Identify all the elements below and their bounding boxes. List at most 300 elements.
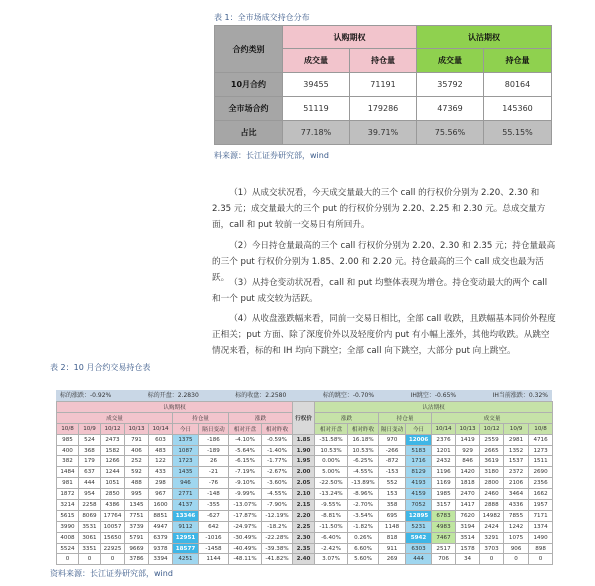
put-cell: 4716 — [529, 434, 553, 445]
call-cell: -1016 — [199, 532, 229, 543]
call-cell: 637 — [79, 467, 101, 478]
group-header-put: 认沽期权 — [417, 26, 552, 49]
call-cell: 9112 — [173, 521, 199, 532]
call-cell: 1582 — [101, 445, 125, 456]
call-group-change: 涨跌 — [229, 412, 293, 423]
put-cell: 846 — [456, 456, 480, 467]
put-cell: -8.81% — [315, 510, 348, 521]
put-cell: 6.60% — [348, 543, 379, 554]
put-cell: 358 — [379, 500, 406, 511]
call-cell: -17.87% — [229, 510, 262, 521]
put-cell: 4159 — [406, 489, 432, 500]
call-cell: 1872 — [57, 489, 79, 500]
call-col-header: 相对昨收 — [262, 423, 293, 434]
call-cell: 1051 — [101, 478, 125, 489]
call-cell: 400 — [57, 445, 79, 456]
put-cell: 1985 — [432, 489, 456, 500]
sub-header-put-volume: 成交量 — [417, 49, 484, 73]
call-cell: 22925 — [101, 543, 125, 554]
call-cell: 433 — [149, 467, 173, 478]
put-cell: -13.24% — [315, 489, 348, 500]
call-cell: -13.07% — [229, 500, 262, 511]
put-cell: 269 — [379, 554, 406, 565]
put-col-header: 今日 — [406, 423, 432, 434]
put-cell: -1.82% — [348, 521, 379, 532]
row-label: 占比 — [215, 121, 283, 145]
put-cell: 906 — [504, 543, 529, 554]
put-cell: 1242 — [504, 521, 529, 532]
call-cell: 488 — [125, 478, 149, 489]
put-cell: 970 — [379, 434, 406, 445]
call-cell: -2.67% — [262, 467, 293, 478]
call-cell: -0.59% — [262, 434, 293, 445]
call-cell: 995 — [125, 489, 149, 500]
call-cell: 4137 — [173, 500, 199, 511]
call-cell: 1266 — [101, 456, 125, 467]
row-label: 全市场合约 — [215, 97, 283, 121]
put-cell: 0.26% — [348, 532, 379, 543]
put-cell: -8.96% — [348, 489, 379, 500]
put-cell: 0 — [480, 554, 504, 565]
call-cell: 5524 — [57, 543, 79, 554]
put-cell: 1490 — [529, 532, 553, 543]
table-cell: 35792 — [417, 73, 484, 97]
strike-cell: 2.00 — [293, 467, 315, 478]
call-col-header: 10/9 — [79, 423, 101, 434]
put-cell: -13.89% — [348, 478, 379, 489]
call-cell: 8851 — [149, 510, 173, 521]
put-cell: 1273 — [529, 445, 553, 456]
put-cell: 929 — [456, 445, 480, 456]
table-row — [57, 434, 553, 445]
put-cell: 2424 — [480, 521, 504, 532]
put-cell: 0 — [504, 554, 529, 565]
put-cell: -153 — [379, 467, 406, 478]
call-cell: 7751 — [125, 510, 149, 521]
put-col-header: 10/9 — [504, 423, 529, 434]
put-cell: 10.53% — [315, 445, 348, 456]
call-cell: 0 — [79, 554, 101, 565]
put-cell: 7855 — [504, 510, 529, 521]
put-cell: 5942 — [406, 532, 432, 543]
row-label: 10月合约 — [215, 73, 283, 97]
put-cell: -2.70% — [348, 500, 379, 511]
put-cell: -872 — [379, 456, 406, 467]
call-cell: 179 — [79, 456, 101, 467]
put-col-header: 10/12 — [480, 423, 504, 434]
call-cell: -1.40% — [262, 445, 293, 456]
put-cell: 2690 — [529, 467, 553, 478]
strike-cell: 2.25 — [293, 521, 315, 532]
call-cell: 1723 — [173, 456, 199, 467]
october-contract-table — [56, 401, 553, 565]
call-cell: 791 — [125, 434, 149, 445]
call-cell: -189 — [199, 445, 229, 456]
table-row — [57, 445, 553, 456]
put-cell: 706 — [432, 554, 456, 565]
put-cell: 1511 — [529, 456, 553, 467]
put-cell: 14982 — [480, 510, 504, 521]
strike-cell: 2.30 — [293, 532, 315, 543]
call-cell: -76 — [199, 478, 229, 489]
analysis-paragraph-1: （1）从成交状况看，今天成交量最大的三个 call 的行权价分别为 2.20、2.30 和 2.35 元；成交量最大的三个 put 的行权价分别为 2.20、2.25 和 2.30 元。总成交量方面，call 和 put 较前一交易日有所回升。 — [212, 188, 546, 230]
summary-underlying-open: 标的开盘：2.2830 — [147, 392, 199, 399]
call-col-header: 今日 — [173, 423, 199, 434]
summary-underlying-change: 标的涨跌：-0.92% — [60, 392, 112, 399]
call-cell: 592 — [125, 467, 149, 478]
put-cell: 1957 — [529, 500, 553, 511]
call-cell: 26 — [199, 456, 229, 467]
call-cell: 985 — [57, 434, 79, 445]
call-cell: 444 — [79, 478, 101, 489]
put-cell: 5183 — [406, 445, 432, 456]
call-cell: 368 — [79, 445, 101, 456]
call-cell: 1144 — [199, 554, 229, 565]
call-cell: 12951 — [173, 532, 199, 543]
strike-cell: 1.90 — [293, 445, 315, 456]
put-cell: 10.53% — [348, 445, 379, 456]
sub-header-put-oi: 持仓量 — [484, 49, 552, 73]
put-col-header: 10/8 — [529, 423, 553, 434]
put-options-title: 认沽期权 — [315, 402, 553, 413]
put-cell: 1662 — [529, 489, 553, 500]
group-header-call: 认购期权 — [283, 26, 417, 49]
call-cell: 13346 — [173, 510, 199, 521]
analysis-paragraph-2: （2）今日持仓量最高的三个 call 行权价分别为 2.20、2.30 和 2.35 元；持仓量最高的三个 put 行权价分别为 1.85、2.00 和 2.20 元。持仓最高的三个 call 成交也最为活跃。 — [212, 241, 556, 283]
put-cell: -9.55% — [315, 500, 348, 511]
call-cell: 4386 — [101, 500, 125, 511]
put-cell: 3.07% — [315, 554, 348, 565]
call-col-header: 10/12 — [101, 423, 125, 434]
put-cell: 2517 — [432, 543, 456, 554]
summary-underlying-gap: 标的跳空：-0.70% — [322, 392, 375, 399]
put-cell: 1169 — [432, 478, 456, 489]
put-cell: 5.60% — [348, 554, 379, 565]
call-col-header: 10/13 — [125, 423, 149, 434]
call-cell: -355 — [199, 500, 229, 511]
call-cell: 252 — [125, 456, 149, 467]
put-cell: 2372 — [504, 467, 529, 478]
table-cell: 47369 — [417, 97, 484, 121]
put-col-header: 10/13 — [456, 423, 480, 434]
put-cell: 2665 — [480, 445, 504, 456]
call-cell: 981 — [57, 478, 79, 489]
analysis-paragraph-4: （4）从收盘涨跌幅来看，同前一交易日相比，全部 call 收跌，且跌幅基本同价外程度正相关；put 方面、除了深度价外以及轻度价内 put 有小幅上涨外，其他均收跌。从跳空情况来看，标的和 IH 均向下跳空；全部 call 向下跳空，大部分 put 向上跳空。 — [212, 314, 556, 356]
put-cell: 1818 — [456, 478, 480, 489]
table-cell: 55.15% — [484, 121, 552, 145]
table-row — [57, 510, 553, 521]
put-cell: 552 — [379, 478, 406, 489]
put-cell: 2356 — [529, 478, 553, 489]
call-cell: 3214 — [57, 500, 79, 511]
put-cell: 5231 — [406, 521, 432, 532]
call-cell: 1484 — [57, 467, 79, 478]
put-cell: 3291 — [480, 532, 504, 543]
put-cell: 7467 — [432, 532, 456, 543]
put-cell: 1075 — [504, 532, 529, 543]
put-group-volume: 成交量 — [432, 412, 553, 423]
strike-cell: 2.05 — [293, 478, 315, 489]
call-cell: 18577 — [173, 543, 199, 554]
put-cell: 34 — [456, 554, 480, 565]
put-cell: -3.54% — [348, 510, 379, 521]
put-cell: -31.58% — [315, 434, 348, 445]
table-row — [57, 521, 553, 532]
put-cell: 3194 — [456, 521, 480, 532]
call-cell: 4947 — [149, 521, 173, 532]
table-cell: 179286 — [350, 97, 417, 121]
strike-cell: 2.20 — [293, 510, 315, 521]
call-cell: -39.38% — [262, 543, 293, 554]
table2-source: 资料来源：长江证券研究部，wind — [50, 569, 173, 578]
put-col-header: 10/14 — [432, 423, 456, 434]
put-cell: 12006 — [406, 434, 432, 445]
put-cell: 7052 — [406, 500, 432, 511]
table-cell: 39.71% — [350, 121, 417, 145]
call-cell: 298 — [149, 478, 173, 489]
call-cell: 406 — [125, 445, 149, 456]
table-cell: 75.56% — [417, 121, 484, 145]
put-col-header: 相对昨收 — [348, 423, 379, 434]
call-cell: -24.97% — [229, 521, 262, 532]
put-cell: 898 — [529, 543, 553, 554]
call-cell: 9378 — [149, 543, 173, 554]
call-cell: -6.15% — [229, 456, 262, 467]
call-cell: 1087 — [173, 445, 199, 456]
strike-cell: 2.35 — [293, 543, 315, 554]
strike-cell: 1.95 — [293, 456, 315, 467]
call-cell: -7.19% — [229, 467, 262, 478]
call-cell: -4.10% — [229, 434, 262, 445]
call-cell: 3786 — [125, 554, 149, 565]
put-cell: 7171 — [529, 510, 553, 521]
put-cell: -2.42% — [315, 543, 348, 554]
call-cell: 9669 — [125, 543, 149, 554]
put-cell: 1201 — [432, 445, 456, 456]
call-cell: 4008 — [57, 532, 79, 543]
call-cell: 17764 — [101, 510, 125, 521]
put-cell: 16.18% — [348, 434, 379, 445]
put-cell: 695 — [379, 510, 406, 521]
call-cell: -186 — [199, 434, 229, 445]
put-cell: 1420 — [456, 467, 480, 478]
call-cell: 3351 — [79, 543, 101, 554]
put-cell: 1419 — [456, 434, 480, 445]
call-cell: -41.82% — [262, 554, 293, 565]
call-cell: -627 — [199, 510, 229, 521]
call-cell: 3990 — [57, 521, 79, 532]
call-cell: -30.49% — [229, 532, 262, 543]
table-cell: 39455 — [283, 73, 350, 97]
call-cell: 2850 — [101, 489, 125, 500]
put-cell: 1196 — [432, 467, 456, 478]
call-cell: 382 — [57, 456, 79, 467]
put-cell: 6783 — [432, 510, 456, 521]
put-cell: -4.55% — [348, 467, 379, 478]
put-cell: 3619 — [480, 456, 504, 467]
call-cell: 1435 — [173, 467, 199, 478]
table-row — [57, 554, 553, 565]
col-header-contract-type: 合约类别 — [215, 26, 283, 73]
table1-caption: 表 1：全市场成交持仓分布 — [214, 13, 310, 22]
put-cell: 2981 — [504, 434, 529, 445]
put-cell: 8129 — [406, 467, 432, 478]
call-options-title: 认购期权 — [57, 402, 293, 413]
put-cell: 1537 — [504, 456, 529, 467]
table1-source: 料来源：长江证券研究部，wind — [214, 151, 329, 160]
put-cell: 2559 — [480, 434, 504, 445]
put-cell: -6.25% — [348, 456, 379, 467]
call-cell: 122 — [149, 456, 173, 467]
call-cell: 3739 — [125, 521, 149, 532]
put-group-change: 涨跌 — [315, 412, 379, 423]
sub-header-call-volume: 成交量 — [283, 49, 350, 73]
call-cell: -22.28% — [262, 532, 293, 543]
put-cell: 5.00% — [315, 467, 348, 478]
strike-cell: 1.85 — [293, 434, 315, 445]
call-group-volume: 成交量 — [57, 412, 173, 423]
call-cell: 10057 — [101, 521, 125, 532]
table-row — [57, 489, 553, 500]
put-col-header: 隔日变动 — [379, 423, 406, 434]
call-cell: -3.60% — [262, 478, 293, 489]
call-cell: 2473 — [101, 434, 125, 445]
put-group-oi: 持仓量 — [379, 412, 432, 423]
table-row — [57, 467, 553, 478]
put-cell: -22.50% — [315, 478, 348, 489]
table-row — [57, 500, 553, 511]
strike-cell: 2.15 — [293, 500, 315, 511]
put-cell: 4336 — [504, 500, 529, 511]
analysis-paragraph-3: （3）从持仓变动状况看，call 和 put 均整体表现为增仓。持仓变动最大的两个 call 和一个 put 成交较为活跃。 — [212, 278, 548, 304]
call-cell: -12.19% — [262, 510, 293, 521]
call-cell: 15650 — [101, 532, 125, 543]
call-cell: 1345 — [125, 500, 149, 511]
put-cell: 3703 — [480, 543, 504, 554]
put-cell: 153 — [379, 489, 406, 500]
put-cell: 0 — [529, 554, 553, 565]
put-cell: 1374 — [529, 521, 553, 532]
call-cell: -48.11% — [229, 554, 262, 565]
call-cell: 6379 — [149, 532, 173, 543]
strike-header: 行权价 — [293, 402, 315, 435]
table-row — [215, 121, 552, 145]
call-cell: -148 — [199, 489, 229, 500]
strike-cell: 2.10 — [293, 489, 315, 500]
table2-caption: 表 2：10 月合约交易持仓表 — [50, 363, 151, 372]
put-cell: 2470 — [456, 489, 480, 500]
put-cell: 2376 — [432, 434, 456, 445]
call-cell: 946 — [173, 478, 199, 489]
call-cell: 5615 — [57, 510, 79, 521]
october-contract-table-wrap — [56, 390, 552, 565]
table-row — [57, 478, 553, 489]
put-cell: 1417 — [456, 500, 480, 511]
put-cell: 3180 — [480, 467, 504, 478]
call-cell: -9.99% — [229, 489, 262, 500]
summary-ih-gap: IH跳空：-0.65% — [410, 392, 457, 399]
market-distribution-table — [214, 25, 552, 145]
call-col-header: 10/14 — [149, 423, 173, 434]
table-cell: 71191 — [350, 73, 417, 97]
call-cell: -9.10% — [229, 478, 262, 489]
call-cell: 4251 — [173, 554, 199, 565]
table-row — [57, 456, 553, 467]
call-cell: 0 — [57, 554, 79, 565]
call-cell: -18.2% — [262, 521, 293, 532]
put-cell: 2888 — [480, 500, 504, 511]
put-cell: 3514 — [456, 532, 480, 543]
put-cell: 4983 — [432, 521, 456, 532]
underlying-summary-bar — [56, 390, 552, 401]
summary-ih-change: IH当前涨跌：0.32% — [492, 392, 548, 399]
table-cell: 77.18% — [283, 121, 350, 145]
call-cell: -21 — [199, 467, 229, 478]
call-cell: -40.49% — [229, 543, 262, 554]
put-cell: 4193 — [406, 478, 432, 489]
call-cell: 524 — [79, 434, 101, 445]
put-cell: 3157 — [432, 500, 456, 511]
put-cell: -11.50% — [315, 521, 348, 532]
put-cell: 911 — [379, 543, 406, 554]
put-cell: 818 — [379, 532, 406, 543]
call-cell: 1375 — [173, 434, 199, 445]
put-cell: 1716 — [406, 456, 432, 467]
call-col-header: 相对开盘 — [229, 423, 262, 434]
put-cell: 7620 — [456, 510, 480, 521]
put-cell: 6303 — [406, 543, 432, 554]
strike-cell: 2.40 — [293, 554, 315, 565]
put-cell: 1352 — [504, 445, 529, 456]
table-row — [57, 532, 553, 543]
put-cell: 2800 — [480, 478, 504, 489]
put-cell: 1148 — [379, 521, 406, 532]
call-cell: 1244 — [101, 467, 125, 478]
call-cell: 642 — [199, 521, 229, 532]
call-cell: 3394 — [149, 554, 173, 565]
put-cell: 2106 — [504, 478, 529, 489]
call-cell: -1.77% — [262, 456, 293, 467]
call-cell: 967 — [149, 489, 173, 500]
call-col-header: 10/8 — [57, 423, 79, 434]
call-cell: 2258 — [79, 500, 101, 511]
table-row — [215, 97, 552, 121]
call-cell: 0 — [101, 554, 125, 565]
table-row — [57, 543, 553, 554]
call-cell: 8069 — [79, 510, 101, 521]
call-cell: -5.64% — [229, 445, 262, 456]
table-row — [215, 73, 552, 97]
put-col-header: 相对开盘 — [315, 423, 348, 434]
call-cell: 603 — [149, 434, 173, 445]
table-cell: 145360 — [484, 97, 552, 121]
call-cell: 2771 — [173, 489, 199, 500]
call-cell: -1458 — [199, 543, 229, 554]
call-cell: 1600 — [149, 500, 173, 511]
call-cell: -4.55% — [262, 489, 293, 500]
put-cell: 1578 — [456, 543, 480, 554]
put-cell: -266 — [379, 445, 406, 456]
call-cell: 3061 — [79, 532, 101, 543]
put-cell: 3464 — [504, 489, 529, 500]
table-cell: 80164 — [484, 73, 552, 97]
summary-underlying-close: 标的收盘：2.2580 — [235, 392, 287, 399]
call-col-header: 隔日变动 — [199, 423, 229, 434]
put-cell: 2460 — [480, 489, 504, 500]
call-cell: 954 — [79, 489, 101, 500]
sub-header-call-oi: 持仓量 — [350, 49, 417, 73]
table-cell: 51119 — [283, 97, 350, 121]
